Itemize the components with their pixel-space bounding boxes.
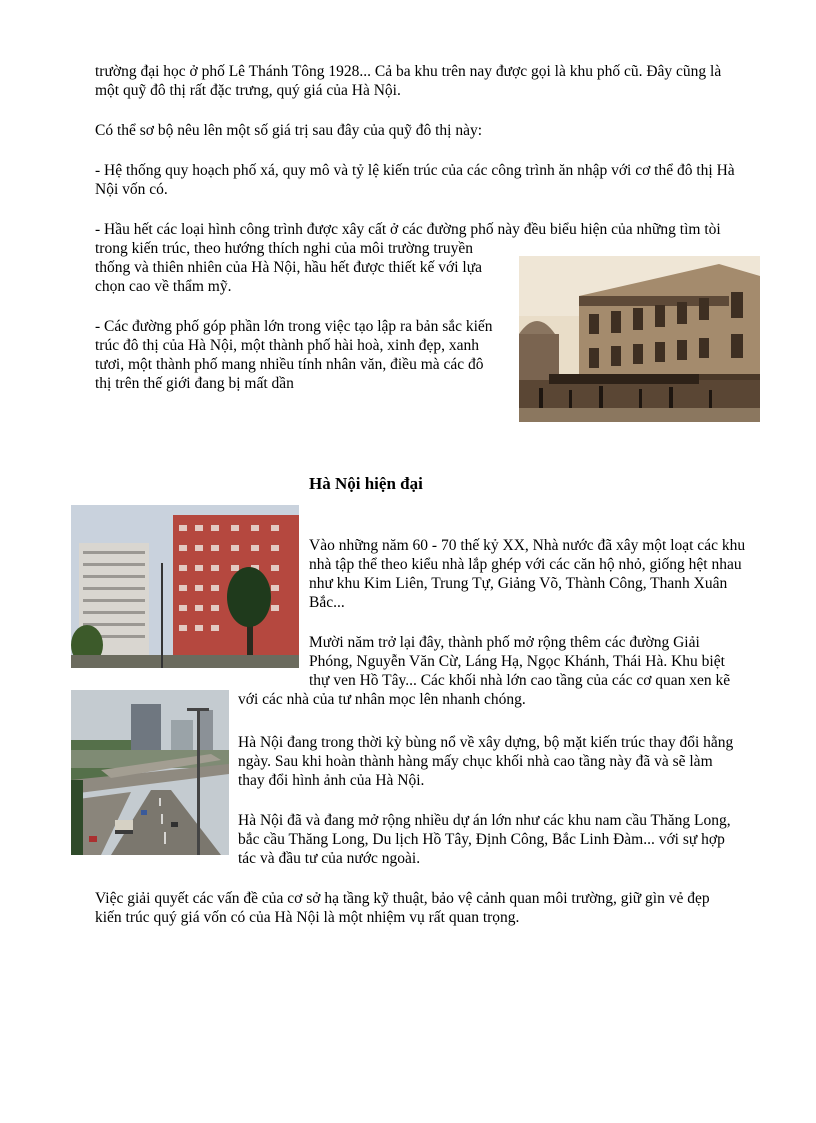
paragraph-line: - Hệ thống quy hoạch phố xá, quy mô và tỷ lệ kiến trúc của các công trình ăn nhập với cơ thể đô thị Hà [95, 162, 735, 179]
paragraph-line: tác và đầu tư của nước ngoài. [238, 850, 421, 867]
paragraph-line: thự ven Hồ Tây... Các khối nhà lớn cao tầng của các cơ quan xen kẽ [309, 672, 731, 689]
paragraph-line: - Hầu hết các loại hình công trình được xây cất ở các đường phố này đều biểu hiện của những tìm tòi [95, 221, 721, 238]
paragraph-line: trường đại học ở phố Lê Thánh Tông 1928... Cả ba khu trên nay được gọi là khu phố cũ. Đây cũng là [95, 63, 722, 80]
paragraph-line: Phóng, Nguyễn Văn Cừ, Láng Hạ, Ngọc Khánh, Thái Hà. Khu biệt [309, 653, 725, 670]
paragraph-line: Việc giải quyết các vấn đề của cơ sở hạ tầng kỹ thuật, bảo vệ cảnh quan môi trường, giữ gìn vẻ đẹp [95, 890, 710, 907]
paragraph-line: thống và thiên nhiên của Hà Nội, hầu hết được thiết kế với lựa [95, 259, 483, 276]
paragraph-line: thay đổi hình ảnh của Hà Nội. [238, 772, 425, 789]
section-heading: Hà Nội hiện đại [309, 474, 423, 493]
old-quarter-photo [519, 256, 760, 422]
paragraph-line: tươi, một thành phố mang nhiều tính nhân văn, điều mà các đô [95, 356, 484, 373]
paragraph-line: Hà Nội đang trong thời kỳ bùng nổ về xây dựng, bộ mặt kiến trúc thay đổi hằng [238, 734, 734, 751]
paragraph-line: Nội vốn có. [95, 181, 168, 198]
paragraph-line: nhà tập thể theo kiểu nhà lắp ghép với các căn hộ nhỏ, giống hệt nhau [309, 556, 742, 573]
paragraph-line: Vào những năm 60 - 70 thế kỷ XX, Nhà nước đã xây một loạt các khu [309, 537, 746, 554]
paragraph-line: thị trên thế giới đang bị mất dần [95, 375, 294, 392]
paragraph-line: như khu Kim Liên, Trung Tự, Giảng Võ, Thành Công, Thanh Xuân [309, 575, 728, 592]
paragraph-line: Bắc... [309, 594, 345, 611]
paragraph-line: Hà Nội đã và đang mở rộng nhiều dự án lớn như các khu nam cầu Thăng Long, [238, 812, 731, 829]
paragraph-line: ngày. Sau khi hoàn thành hàng mấy chục khối nhà cao tầng này đã và sẽ làm [238, 753, 713, 770]
paragraph-line: bắc cầu Thăng Long, Du lịch Hồ Tây, Định Công, Bắc Linh Đàm... với sự hợp [238, 831, 725, 848]
paragraph-line: chọn cao về thẩm mỹ. [95, 278, 232, 295]
paragraph-line: Mười năm trở lại đây, thành phố mở rộng thêm các đường Giải [309, 634, 700, 651]
paragraph-line: kiến trúc quý giá vốn có của Hà Nội là một nhiệm vụ rất quan trọng. [95, 909, 520, 926]
paragraph-line: Có thể sơ bộ nêu lên một số giá trị sau đây của quỹ đô thị này: [95, 122, 483, 139]
paragraph-line: một quỹ đô thị rất đặc trưng, quý giá của Hà Nội. [95, 82, 401, 99]
paragraph-line: trúc đô thị của Hà Nội, một thành phố hài hoà, xinh đẹp, xanh [95, 337, 479, 354]
paragraph-line: với các nhà của tư nhân mọc lên nhanh chóng. [238, 691, 526, 708]
apartment-blocks-photo [71, 505, 299, 668]
paragraph-line: - Các đường phố góp phần lớn trong việc tạo lập ra bản sắc kiến [95, 318, 493, 335]
highway-photo [71, 690, 229, 855]
paragraph-line: trong kiến trúc, theo hướng thích nghi của môi trường truyền [95, 240, 473, 257]
